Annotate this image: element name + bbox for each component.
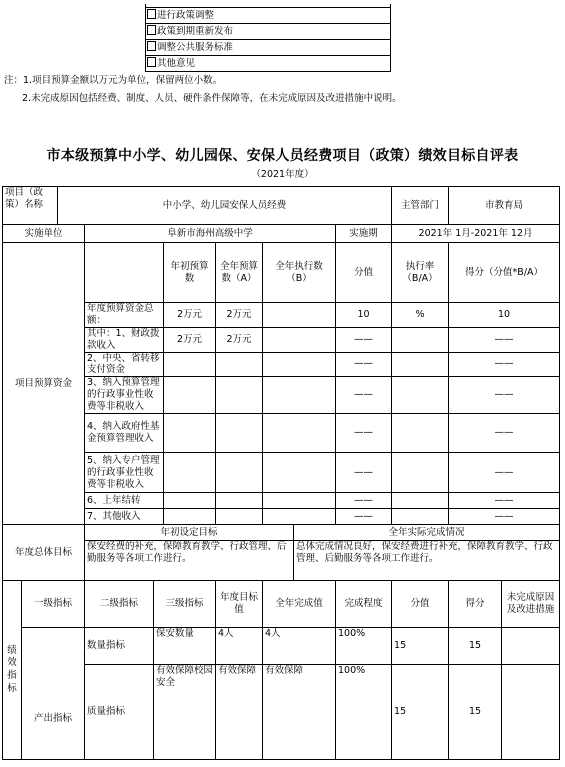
checkbox-icon[interactable] (147, 41, 156, 51)
budget-full-year (216, 509, 263, 525)
header-level3: 三级指标 (154, 581, 216, 628)
budget-score: —— (336, 377, 392, 414)
budget-row-label: 4、纳入政府性基金预算管理收入 (85, 414, 164, 453)
header-executed: 全年执行数（B） (263, 243, 336, 303)
degree-value: 100% (336, 665, 392, 760)
table-row (3, 509, 560, 525)
table-row (3, 303, 560, 328)
budget-executed (263, 414, 336, 453)
budget-full-year: 2万元 (216, 327, 263, 352)
budget-gain: —— (449, 352, 560, 377)
checkbox-icon[interactable] (147, 9, 156, 19)
budget-row-label: 5、纳入专户管理的行政事业性收费等非税收入 (85, 453, 164, 493)
budget-initial (164, 414, 216, 453)
option-row[interactable] (146, 24, 391, 40)
budget-rate (392, 327, 449, 352)
evaluation-table (2, 186, 560, 760)
budget-section-label: 项目预算资金 (3, 243, 85, 525)
year-subtitle: （2021年度） (251, 169, 314, 180)
budget-row-label: 年度预算资金总额： (85, 303, 164, 328)
period-label: 实施期 (336, 225, 392, 243)
option-row[interactable] (146, 8, 391, 24)
table-row (3, 327, 560, 352)
budget-rate (392, 453, 449, 493)
budget-full-year (216, 453, 263, 493)
budget-score: —— (336, 453, 392, 493)
note-1: 注：1.项目预算金额以万元为单位，保留两位小数。 (4, 75, 223, 86)
table-row (3, 665, 560, 760)
score-value: 15 (392, 628, 449, 665)
budget-gain: —— (449, 509, 560, 525)
annual-target-value: 4人 (216, 628, 263, 665)
budget-full-year (216, 414, 263, 453)
level2-value: 数量指标 (85, 628, 154, 665)
header-full-year-budget: 全年预算数（A） (216, 243, 263, 303)
option-label: 进行政策调整 (157, 10, 215, 22)
header-gain: 得分 (449, 581, 502, 628)
budget-gain: —— (449, 414, 560, 453)
budget-executed (263, 493, 336, 509)
gain-value: 15 (449, 628, 502, 665)
annual-target-value: 有效保障 (216, 665, 263, 760)
budget-rate (392, 493, 449, 509)
budget-full-year: 2万元 (216, 303, 263, 328)
dept-value: 市教育局 (449, 187, 560, 225)
budget-executed (263, 453, 336, 493)
degree-value: 100% (336, 628, 392, 665)
budget-full-year (216, 352, 263, 377)
budget-rate (392, 414, 449, 453)
header-exec-rate: 执行率（B/A） (392, 243, 449, 303)
budget-executed (263, 377, 336, 414)
budget-row-label: 7、其他收入 (85, 509, 164, 525)
budget-initial (164, 509, 216, 525)
option-label: 政策到期重新发布 (157, 26, 234, 38)
period-value: 2021年 1月-2021年 12月 (392, 225, 560, 243)
header-level1: 一级指标 (22, 581, 85, 628)
budget-executed (263, 303, 336, 328)
budget-row-label: 2、中央、省转移支付资金 (85, 352, 164, 377)
budget-initial: 2万元 (164, 303, 216, 328)
actual-goal-text: 总体完成情况良好，保安经费进行补充，保障教育教学、行政管理、后勤服务等各项工作进行。 (294, 541, 560, 581)
indicator-section-label: 绩效指标 (3, 581, 22, 760)
header-level2: 二级指标 (85, 581, 154, 628)
table-row (3, 414, 560, 453)
budget-row-label: 3、纳入预算管理的行政事业性收费等非税收入 (85, 377, 164, 414)
header-annual-target: 年度目标值 (216, 581, 263, 628)
header-score: 分值 (336, 243, 392, 303)
annual-goal-label: 年度总体目标 (3, 525, 85, 581)
budget-score: —— (336, 352, 392, 377)
header-initial-budget: 年初预算数 (164, 243, 216, 303)
budget-rate (392, 377, 449, 414)
budget-executed (263, 327, 336, 352)
initial-goal-text: 保安经费的补充，保障教育教学、行政管理、后勤服务等各项工作进行。 (85, 541, 294, 581)
level3-value: 有效保障校园安全 (154, 665, 216, 760)
checkbox-icon[interactable] (147, 25, 156, 35)
budget-score: 10 (336, 303, 392, 328)
budget-row-label: 6、上年结转 (85, 493, 164, 509)
table-row (3, 453, 560, 493)
reason-value (502, 665, 560, 760)
header-actual: 全年完成值 (263, 581, 336, 628)
unit-label: 实施单位 (3, 225, 85, 243)
table-row (3, 628, 560, 665)
option-label: 其他意见 (157, 58, 196, 70)
budget-initial (164, 352, 216, 377)
budget-rate: % (392, 303, 449, 328)
budget-rate (392, 352, 449, 377)
dept-label: 主管部门 (392, 187, 449, 225)
project-name-value: 中小学、幼儿园安保人员经费 (58, 187, 392, 225)
budget-gain: —— (449, 377, 560, 414)
header-gain: 得分（分值*B/A） (449, 243, 560, 303)
project-name-label: 项目（政策）名称 (3, 187, 58, 225)
budget-score: —— (336, 509, 392, 525)
options-table (145, 4, 391, 72)
budget-header-blank (85, 243, 164, 303)
option-row[interactable] (146, 56, 391, 72)
table-row (3, 377, 560, 414)
budget-full-year (216, 493, 263, 509)
budget-executed (263, 509, 336, 525)
budget-initial (164, 453, 216, 493)
actual-goal-header: 全年实际完成情况 (294, 525, 560, 541)
score-value: 15 (392, 665, 449, 760)
budget-gain: —— (449, 453, 560, 493)
budget-rate (392, 509, 449, 525)
option-row[interactable] (146, 40, 391, 56)
budget-gain: 10 (449, 303, 560, 328)
budget-row-label: 其中：1、财政拨款收入 (85, 327, 164, 352)
page-title: 市本级预算中小学、幼儿园保、安保人员经费项目（政策）绩效目标自评表 (46, 148, 519, 164)
level2-value: 质量指标 (85, 665, 154, 760)
budget-gain: —— (449, 327, 560, 352)
budget-initial (164, 377, 216, 414)
actual-value: 有效保障 (263, 665, 336, 760)
unit-value: 阜新市海州高级中学 (85, 225, 336, 243)
option-label: 调整公共服务标准 (157, 42, 234, 54)
budget-gain: —— (449, 493, 560, 509)
header-score: 分值 (392, 581, 449, 628)
note-2: 2.未完成原因包括经费、制度、人员、硬件条件保障等，在未完成原因及改进措施中说明。 (22, 93, 402, 104)
reason-value (502, 628, 560, 665)
actual-value: 4人 (263, 628, 336, 665)
level1-value: 产出指标 (22, 628, 85, 760)
header-reason: 未完成原因及改进措施 (502, 581, 560, 628)
budget-score: —— (336, 414, 392, 453)
level3-value: 保安数量 (154, 628, 216, 665)
gain-value: 15 (449, 665, 502, 760)
header-degree: 完成程度 (336, 581, 392, 628)
budget-score: —— (336, 493, 392, 509)
budget-initial: 2万元 (164, 327, 216, 352)
budget-initial (164, 493, 216, 509)
initial-goal-header: 年初设定目标 (85, 525, 294, 541)
budget-executed (263, 352, 336, 377)
budget-score: —— (336, 327, 392, 352)
budget-full-year (216, 377, 263, 414)
table-row (3, 493, 560, 509)
checkbox-icon[interactable] (147, 57, 156, 67)
table-row (3, 352, 560, 377)
